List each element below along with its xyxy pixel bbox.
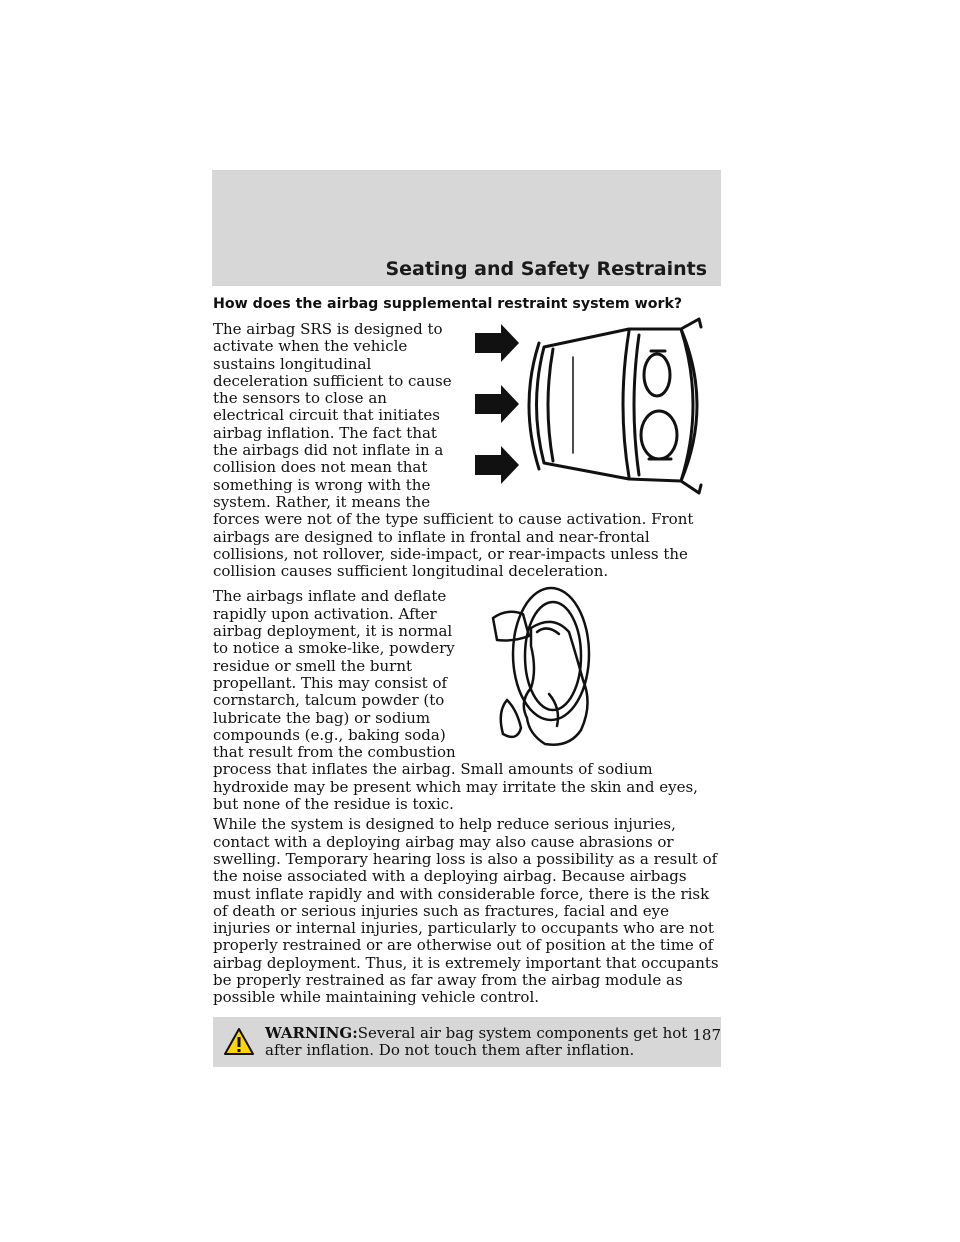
warning-text-block bbox=[265, 1025, 707, 1060]
body-paragraph-3: While the system is designed to help reduce serious injuries, contact with a deploying airbag may also cause abrasions or swelling. Temporary hearing loss is also a possibility as a result of the noise associated with a deploying airbag. Because airbags must inflate rapidly and with considerable force, there is the risk of death or serious injuries such as fractures, facial and eye injuries or internal injuries, particularly to occupants who are not properly restrained or are otherwise out of position at the time of airbag deployment. Thus, it is extremely important that occupants be properly restrained as far away from the airbag module as possible while maintaining vehicle control. bbox=[213, 815, 719, 1007]
body-paragraph-1: The airbag SRS is designed to activate when the vehicle sustains longitudinal deceleration sufficient to cause the sensors to close an electrical circuit that initiates airbag inflation. The fact that the airbags did not inflate in a collision does not mean that something is wrong with the system. Rather, it means the forces were not of the type sufficient to cause activation. Front airbags are designed to inflate in frontal and near-frontal collisions, not rollover, side-impact, or rear-impacts unless the collision causes sufficient longitudinal deceleration. bbox=[213, 320, 694, 581]
section-heading: How does the airbag supplemental restraint system work? bbox=[213, 296, 683, 312]
vehicle-top-view-icon bbox=[469, 317, 731, 497]
frontal-impact-illustration bbox=[469, 317, 731, 497]
page-number: 187 bbox=[692, 1026, 721, 1044]
warning-label: WARNING: bbox=[265, 1023, 358, 1042]
warning-message: Several air bag system components get hot after inflation. Do not touch them after inflation. bbox=[265, 1023, 688, 1059]
page-header-title: Seating and Safety Restraints bbox=[385, 258, 707, 280]
warning-box bbox=[213, 1017, 721, 1068]
steering-wheel-airbag-icon bbox=[473, 584, 721, 754]
header-band bbox=[212, 170, 721, 286]
body-paragraph-2: The airbags inflate and deflate rapidly upon activation. After airbag deployment, it is normal to notice a smoke-like, powdery residue or smell the burnt propellant. This may consist of cornstarch, talcum powder (to lubricate the bag) or sodium compounds (e.g., baking soda) that result from the combustion process that inflates the airbag. Small amounts of sodium hydroxide may be present which may irritate the skin and eyes, but none of the residue is toxic. bbox=[213, 587, 698, 814]
warning-triangle-icon bbox=[223, 1027, 255, 1057]
airbag-deployment-illustration bbox=[473, 584, 721, 754]
main-content bbox=[213, 296, 721, 1067]
